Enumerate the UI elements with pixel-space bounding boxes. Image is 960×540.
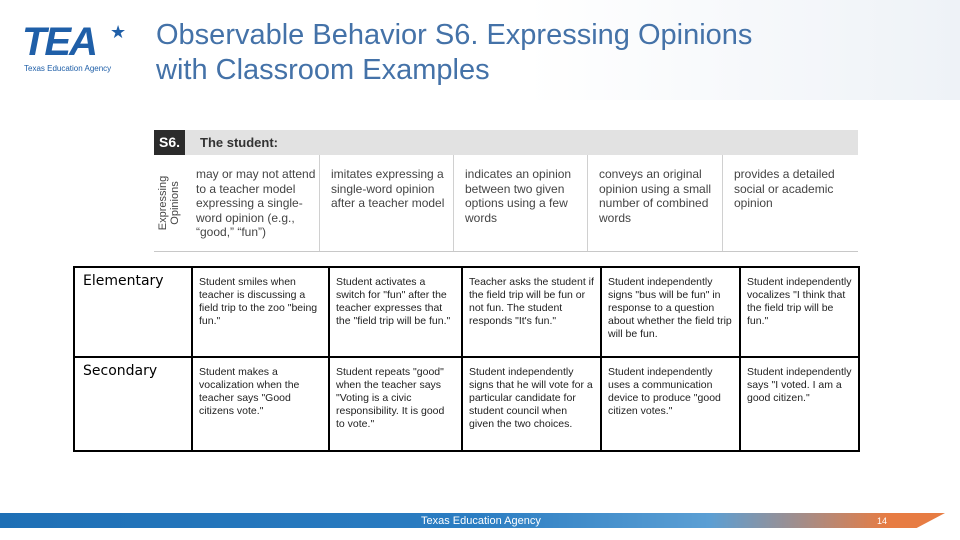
row-level-label: Elementary bbox=[74, 267, 192, 357]
logo-text: TEA bbox=[22, 20, 96, 64]
page-title bbox=[156, 18, 916, 88]
s6-side-label-cell bbox=[154, 155, 185, 251]
s6-level-2: imitates expressing a single-word opinion after a teacher model bbox=[320, 155, 454, 251]
tea-logo bbox=[22, 20, 132, 80]
example-cell: Student independently uses a communication device to produce "good citizen votes." bbox=[601, 357, 740, 451]
star-icon: ★ bbox=[110, 22, 127, 42]
s6-heading: The student: bbox=[200, 135, 278, 150]
s6-code: S6. bbox=[154, 130, 185, 155]
s6-level-5: provides a detailed social or academic opinion bbox=[734, 167, 835, 210]
example-cell: Student smiles when teacher is discussing a field trip to the zoo "being fun." bbox=[192, 267, 329, 357]
table-row bbox=[74, 267, 859, 357]
example-cell: Teacher asks the student if the field trip will be fun or not fun. The student responds "It's fun." bbox=[462, 267, 601, 357]
row-level-label: Secondary bbox=[74, 357, 192, 451]
s6-level-3: indicates an opinion between two given options using a few words bbox=[454, 155, 588, 251]
example-cell: Student independently signs that he will vote for a particular candidate for student council when given the two choices. bbox=[462, 357, 601, 451]
s6-levels-table bbox=[154, 130, 858, 252]
example-cell: Student independently signs "bus will be fun" in response to a question about whether the field trip will be fun. bbox=[601, 267, 740, 357]
example-cell: Student makes a vocalization when the teacher says "Good citizens vote." bbox=[192, 357, 329, 451]
logo-subtext: Texas Education Agency bbox=[24, 64, 112, 73]
title-line-1: Observable Behavior S6. Expressing Opinions bbox=[156, 19, 753, 51]
example-cell: Student independently vocalizes "I think that the field trip will be fun." bbox=[740, 267, 859, 357]
s6-side-label: Expressing Opinions bbox=[157, 175, 181, 231]
examples-table bbox=[73, 266, 860, 452]
s6-level-4: conveys an original opinion using a small number of combined words bbox=[588, 155, 723, 251]
example-cell: Student repeats "good" when the teacher says "Voting is a civic responsibility. It is good to vote." bbox=[329, 357, 462, 451]
footer-text: Texas Education Agency bbox=[421, 515, 541, 527]
s6-level-1: may or may not attend to a teacher model expressing a single-word opinion (e.g., “good,” “fun”) bbox=[185, 155, 320, 251]
table-row bbox=[74, 357, 859, 451]
title-line-2: with Classroom Examples bbox=[156, 54, 490, 86]
example-cell: Student activates a switch for "fun" after the teacher expresses that the "field trip will be fun." bbox=[329, 267, 462, 357]
example-cell: Student independently says "I voted. I am a good citizen." bbox=[740, 357, 859, 451]
page-number: 14 bbox=[877, 516, 888, 526]
